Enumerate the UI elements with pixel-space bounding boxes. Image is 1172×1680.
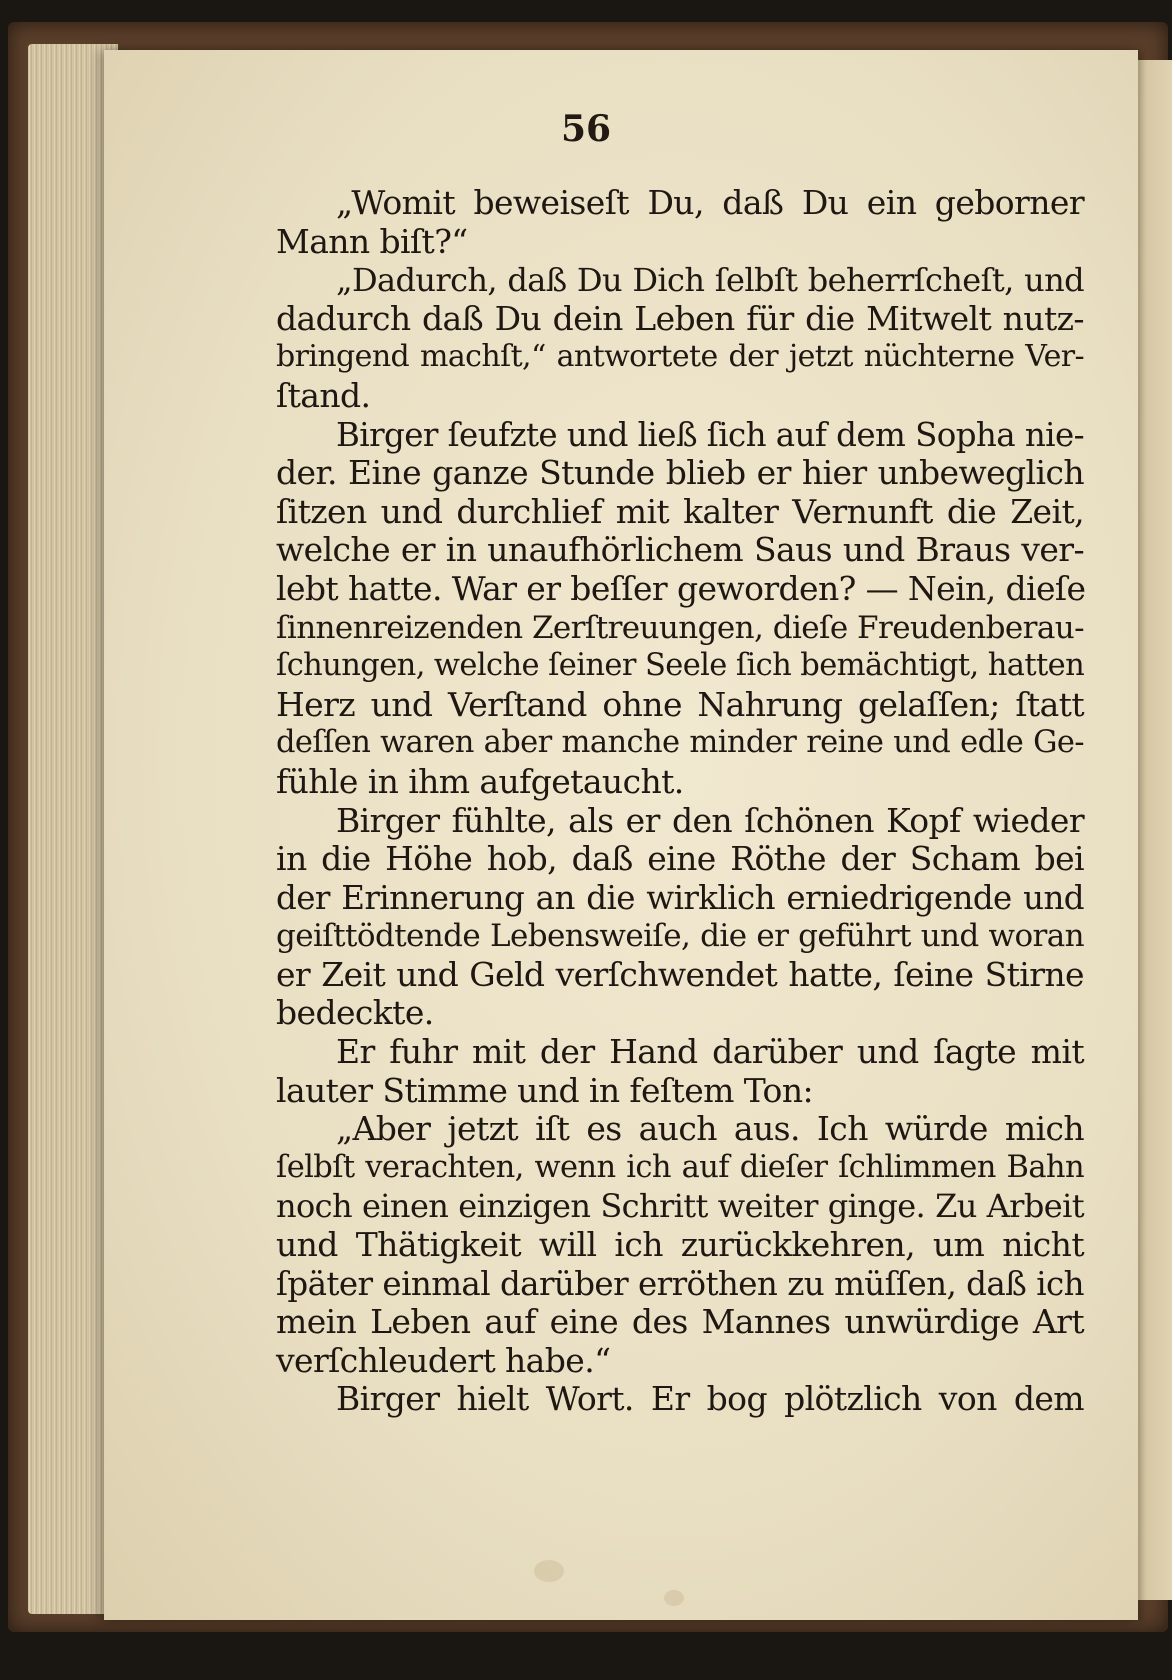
text-line: ſelbſt verachten, wenn ich auf dieſer ſchlimmen Bahn	[276, 1149, 1084, 1185]
text-line: er Zeit und Geld verſchwendet hatte, ſeine Stirne	[276, 954, 1084, 994]
text-line: ſitzen und durchlief mit kalter Vernunft die Zeit,	[276, 491, 1084, 531]
text-line: Birger hielt Wort. Er bog plötzlich von dem	[336, 1379, 1084, 1419]
text-line: lauter Stimme und in feſtem Ton:	[276, 1070, 813, 1110]
text-line: fühle in ihm aufgetaucht.	[276, 761, 684, 801]
text-line: ſtand.	[276, 375, 371, 415]
text-line: lebt hatte. War er beſſer geworden? — Nein, dieſe	[276, 568, 1086, 608]
text-line: ſchungen, welche ſeiner Seele ſich bemächtigt, hatten	[276, 648, 1085, 684]
text-line: noch einen einzigen Schritt weiter ginge. Zu Arbeit	[276, 1187, 1084, 1226]
text-line: ſpäter einmal darüber erröthen zu müſſen, daß ich	[276, 1264, 1084, 1303]
text-line: „Womit beweiseſt Du, daß Du ein geborner	[336, 183, 1084, 222]
text-line: deſſen waren aber manche minder reine und edle Ge-	[276, 725, 1084, 761]
text-line: mein Leben auf eine des Mannes unwürdige Art	[276, 1302, 1084, 1342]
stain	[664, 1590, 684, 1606]
text-line: der Erinnerung an die wirklich erniedrigende und	[276, 878, 1084, 917]
text-line: Birger fühlte, als er den ſchönen Kopf wieder	[336, 800, 1084, 840]
text-line: bringend machſt,“ antwortete der jetzt nüchterne Ver-	[276, 339, 1084, 375]
text-line: verſchleudert habe.“	[276, 1340, 611, 1380]
text-line: „Aber jetzt iſt es auch aus. Ich würde mich	[336, 1109, 1084, 1149]
body-text	[276, 184, 1084, 1419]
text-line: der. Eine ganze Stunde blieb er hier unbeweglich	[276, 453, 1084, 493]
text-line: geiſttödtende Lebensweiſe, die er geführt und woran	[276, 918, 1084, 955]
text-line: Er fuhr mit der Hand darüber und ſagte mit	[336, 1032, 1084, 1072]
text-line: Herz und Verſtand ohne Nahrung gelaſſen; ſtatt	[276, 684, 1084, 724]
text-line: dadurch daß Du dein Leben für die Mitwelt nutz-	[276, 298, 1084, 338]
text-line: Mann biſt?“	[276, 221, 468, 261]
page-number: 56	[560, 108, 612, 150]
text-line: in die Höhe hob, daß eine Röthe der Scham bei	[276, 839, 1084, 879]
text-line: welche er in unaufhörlichem Saus und Braus ver-	[276, 530, 1084, 570]
text-line: Birger ſeufzte und ließ ſich auf dem Sopha nie-	[336, 415, 1084, 454]
text-line: und Thätigkeit will ich zurückkehren, um nicht	[276, 1225, 1084, 1265]
text-line: bedeckte.	[276, 993, 434, 1033]
text-line: „Dadurch, daß Du Dich ſelbſt beherrſcheſt, und	[336, 261, 1084, 300]
stain	[534, 1560, 564, 1582]
text-line: ſinnenreizenden Zerſtreuungen, dieſe Freudenberau-	[276, 609, 1084, 646]
